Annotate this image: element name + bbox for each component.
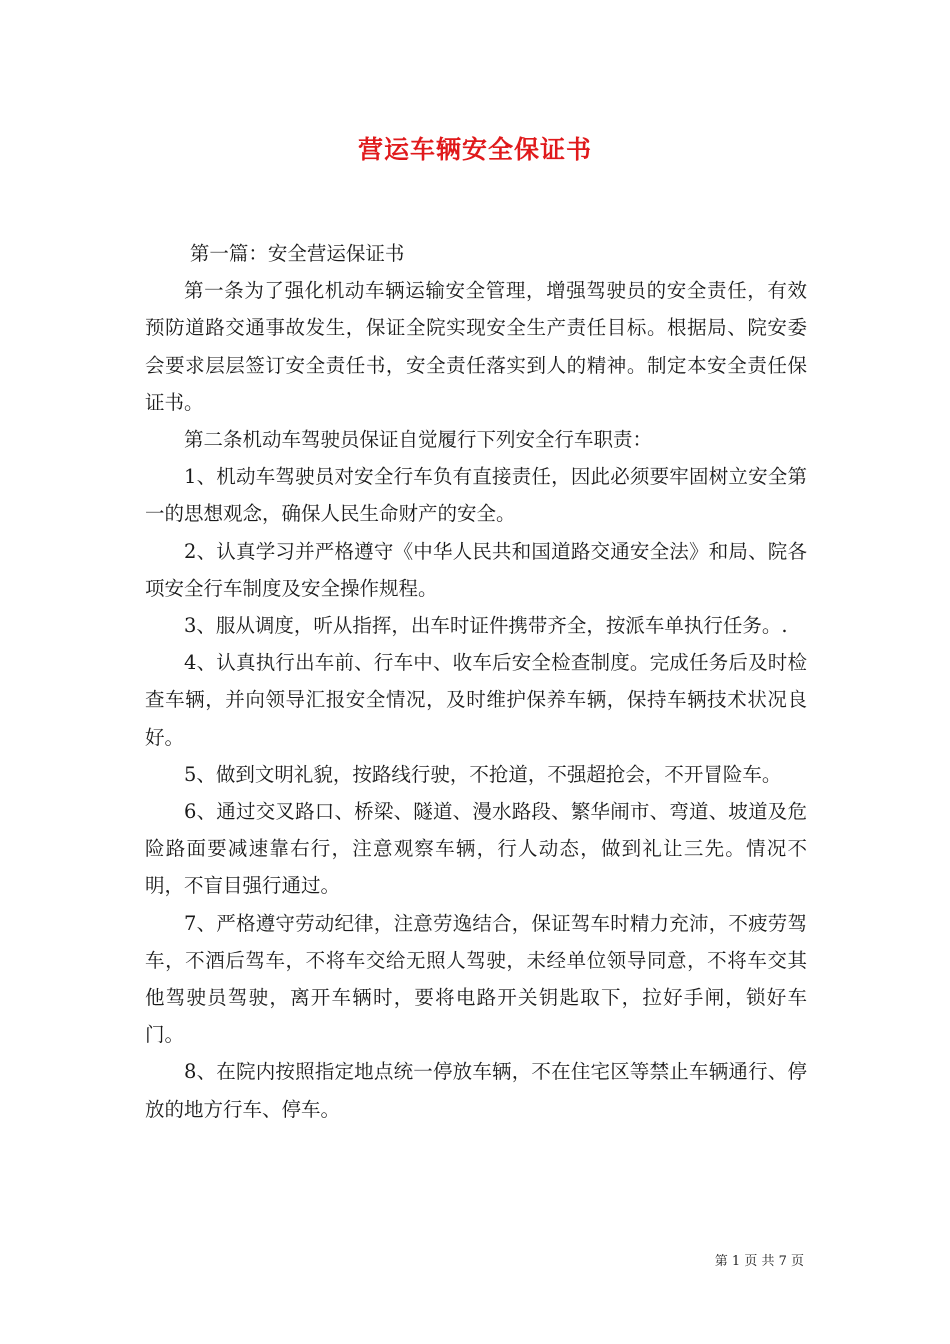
- page-number: 第 1 页 共 7 页: [714, 1254, 804, 1269]
- paragraph: 1、机动车驾驶员对安全行车负有直接责任，因此必须要牢固树立安全第一的思想观念，确保人民生命财产的安全。: [145, 465, 807, 526]
- paragraph: 7、严格遵守劳动纪律，注意劳逸结合，保证驾车时精力充沛，不疲劳驾车，不酒后驾车，不将车交给无照人驾驶，未经单位领导同意，不将车交其他驾驶员驾驶，离开车辆时，要将电路开关钥匙取下，拉好手闸，锁好车门。: [145, 911, 807, 1047]
- document-title: 营运车辆安全保证书: [357, 135, 592, 164]
- paragraph: 第一条为了强化机动车辆运输安全管理，增强驾驶员的安全责任，有效预防道路交通事故发生，保证全院实现安全生产责任目标。根据局、院安委会要求层层签订安全责任书，安全责任落实到人的精神。制定本安全责任保证书。: [145, 279, 807, 414]
- paragraph: 第二条机动车驾驶员保证自觉履行下列安全行车职责：: [184, 428, 653, 452]
- paragraph: 8、在院内按照指定地点统一停放车辆，不在住宅区等禁止车辆通行、停放的地方行车、停车。: [145, 1060, 807, 1121]
- paragraph: 5、做到文明礼貌，按路线行驶，不抢道，不强超抢会，不开冒险车。: [184, 762, 782, 786]
- paragraph: 3、服从调度，听从指挥，出车时证件携带齐全，按派车单执行任务。.: [184, 614, 788, 638]
- paragraph: 4、认真执行出车前、行车中、收车后安全检查制度。完成任务后及时检查车辆，并向领导汇报安全情况，及时维护保养车辆，保持车辆技术状况良好。: [145, 651, 807, 749]
- paragraph: 2、认真学习并严格遵守《中华人民共和国道路交通安全法》和局、院各项安全行车制度及安全操作规程。: [145, 539, 807, 600]
- document-body: [145, 235, 807, 1128]
- paragraph: 6、通过交叉路口、桥梁、隧道、漫水路段、繁华闹市、弯道、坡道及危险路面要减速靠右行，注意观察车辆，行人动态，做到礼让三先。情况不明，不盲目强行通过。: [145, 800, 807, 898]
- section-heading: 第一篇：安全营运保证书: [189, 242, 405, 265]
